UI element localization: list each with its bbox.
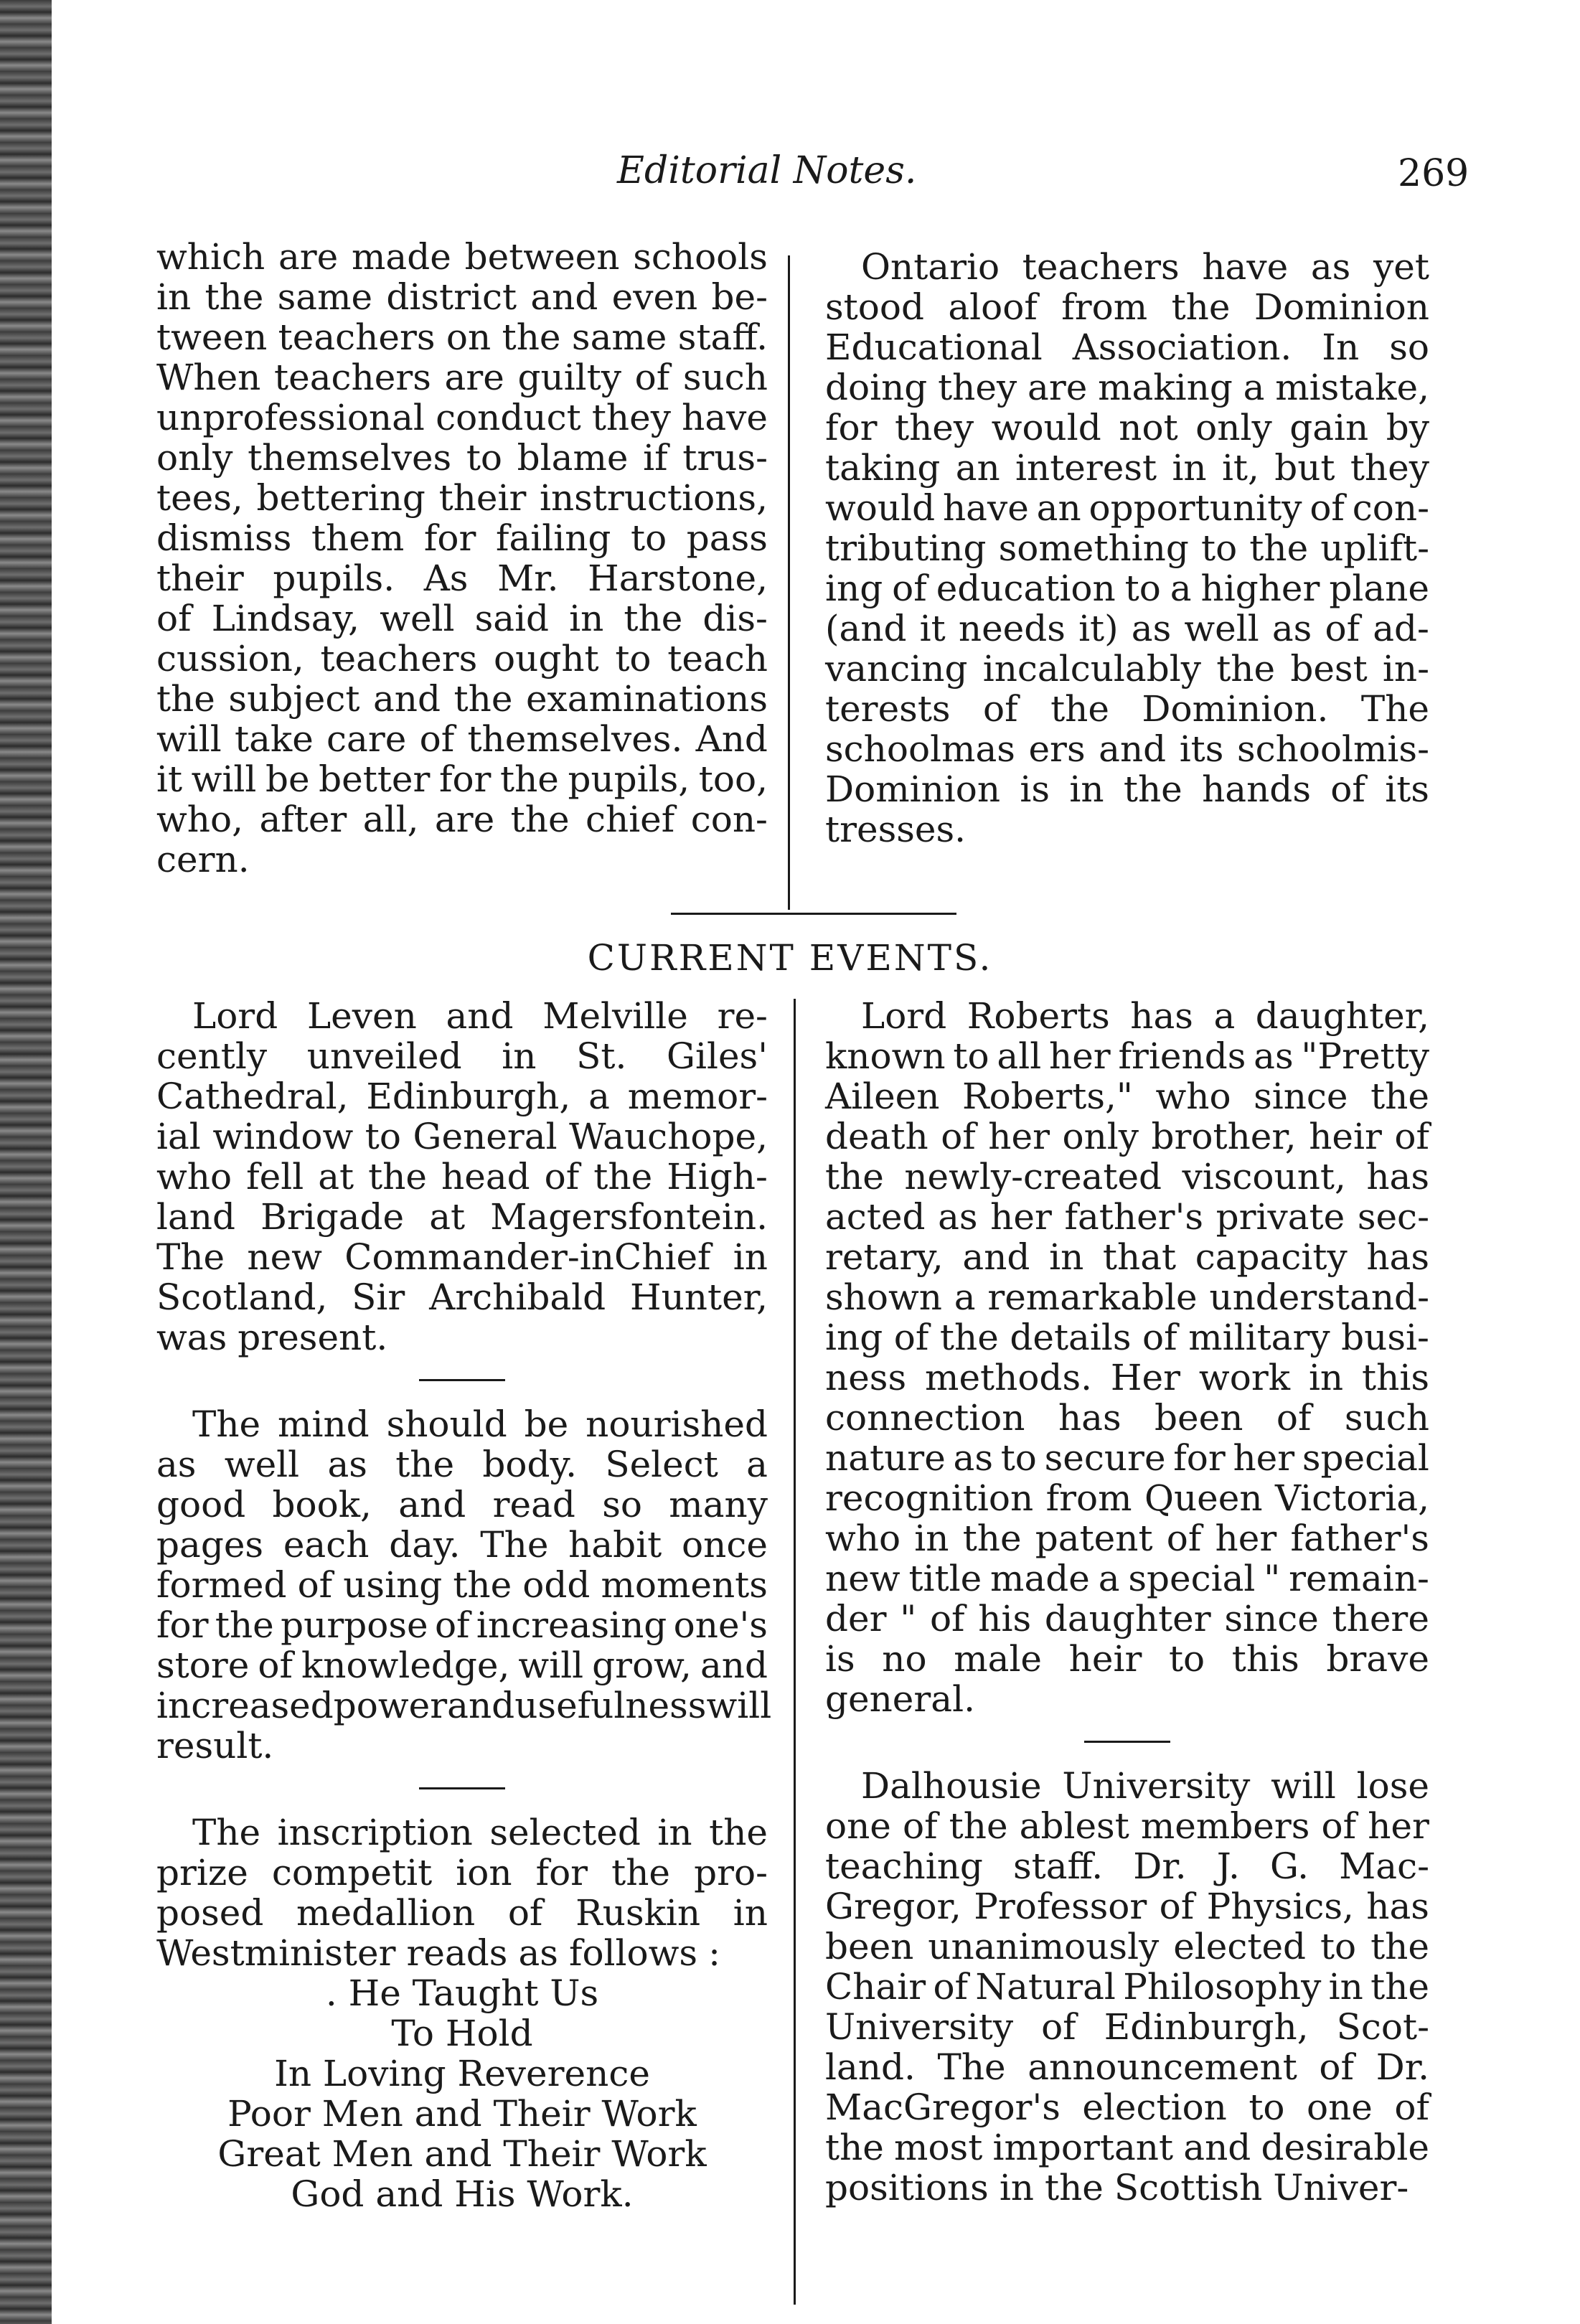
text-line: stood aloof from the Dominion [825, 286, 1429, 328]
verse-line: . He Taught Us [325, 1972, 599, 2014]
text-line: Chair of Natural Philosophy in the [825, 1966, 1429, 2008]
text-line: cently unveiled in St. Giles' [156, 1035, 768, 1077]
text-line: pages each day. The habit once [156, 1524, 768, 1566]
text-line: for they would not only gain by [825, 407, 1429, 448]
text-line: one of the ablest members of her [825, 1805, 1429, 1847]
text-line: University of Edinburgh, Scot- [825, 2006, 1429, 2048]
text-line: tresses. [825, 809, 967, 850]
current-events-column-right [825, 996, 1429, 2208]
book-binding-edge [0, 0, 52, 2324]
text-line: unprofessional conduct they have [156, 397, 768, 438]
item-separator [1084, 1741, 1170, 1743]
paragraph-dalhousie [825, 1766, 1429, 2208]
text-line: result. [156, 1725, 274, 1766]
verse-line: Great Men and Their Work [217, 2133, 707, 2175]
ruskin-verse [156, 1973, 768, 2214]
text-line: terests of the Dominion. The [825, 688, 1429, 730]
text-line: would have an opportunity of con- [825, 487, 1429, 529]
text-line: death of her only brother, heir of [825, 1116, 1429, 1157]
text-line: in the same district and even be- [156, 276, 768, 318]
text-line: increased power and usefulness will [156, 1685, 772, 1726]
text-line: known to all her friends as "Pretty [825, 1035, 1429, 1077]
text-line: Aileen Roberts," who since the [825, 1076, 1429, 1117]
text-line: land. The announcement of Dr. [825, 2046, 1429, 2088]
text-line: tees, bettering their instructions, [156, 477, 768, 519]
section-heading-current-events: CURRENT EVENTS. [587, 937, 993, 979]
verse-line: God and His Work. [291, 2173, 634, 2215]
text-line: The mind should be nourished [192, 1403, 768, 1445]
text-line: land Brigade at Magersfontein. [156, 1196, 768, 1238]
text-line: Cathedral, Edinburgh, a memor- [156, 1076, 768, 1117]
text-line: good book, and read so many [156, 1484, 768, 1525]
text-line: Gregor, Professor of Physics, has [825, 1886, 1429, 1927]
verse-line: In Loving Reverence [274, 2053, 650, 2094]
text-line: the subject and the examinations [156, 678, 768, 720]
text-line: Dominion is in the hands of its [825, 768, 1429, 810]
text-line: formed of using the odd moments [156, 1564, 768, 1606]
page-number: 269 [1398, 152, 1470, 195]
text-line: which are made between schools [156, 236, 768, 278]
text-line: shown a remarkable understand- [825, 1276, 1429, 1318]
text-line: general. [825, 1678, 975, 1720]
paragraph-lord-roberts [825, 996, 1429, 1719]
text-line: only themselves to blame if trus- [156, 437, 768, 479]
text-line: Educational Association. In so [825, 326, 1429, 368]
text-line: Lord Roberts has a daughter, [861, 995, 1429, 1037]
text-line: the most important and desirable [825, 2127, 1429, 2168]
text-line: been unanimously elected to the [825, 1926, 1429, 1967]
paragraph-mind-nourished [156, 1403, 772, 1766]
text-line: ness methods. Her work in this [825, 1357, 1429, 1398]
text-line: der " of his daughter since there [825, 1598, 1429, 1639]
text-line: positions in the Scottish Univer- [825, 2167, 1409, 2208]
text-line: MacGregor's election to one of [825, 2087, 1429, 2128]
text-line: posed medallion of Ruskin in [156, 1892, 768, 1934]
text-line: is no male heir to this brave [825, 1638, 1429, 1680]
text-line: who fell at the head of the High- [156, 1156, 768, 1198]
text-line: for the purpose of increasing one's [156, 1604, 768, 1646]
text-line: teaching staff. Dr. J. G. Mac- [825, 1845, 1429, 1887]
text-line: The inscription selected in the [192, 1812, 768, 1853]
text-line: was present. [156, 1317, 388, 1358]
text-line: dismiss them for failing to pass [156, 517, 768, 559]
text-line: acted as her father's private sec- [825, 1196, 1429, 1238]
text-line: who, after all, are the chief con- [156, 799, 768, 840]
text-line: doing they are making a mistake, [825, 367, 1429, 408]
item-separator [419, 1379, 505, 1381]
text-line: Lord Leven and Melville re- [192, 995, 768, 1037]
text-line: Westminister reads as follows : [156, 1932, 720, 1974]
text-line: schoolmas ers and its schoolmis- [825, 728, 1429, 770]
verse-line: To Hold [391, 2013, 533, 2054]
current-events-column-left [156, 995, 772, 2215]
text-line: tributing something to the uplift- [825, 527, 1429, 569]
paragraph-leven-melville [156, 996, 768, 1358]
text-line: of Lindsay, well said in the dis- [156, 598, 768, 639]
text-line: store of knowledge, will grow, and [156, 1645, 768, 1686]
column-divider-bottom [794, 999, 796, 2305]
text-line: (and it needs it) as well as of ad- [825, 608, 1429, 649]
paragraph-ruskin-inscription [156, 1812, 768, 1973]
section-rule [671, 913, 956, 915]
text-line: prize competit ion for the pro- [156, 1852, 768, 1893]
text-line: Ontario teachers have as yet [861, 246, 1429, 288]
text-line: taking an interest in it, but they [825, 447, 1429, 489]
text-line: it will be better for the pupils, too, [156, 758, 768, 800]
running-header: Editorial Notes. [617, 149, 917, 192]
text-line: who in the patent of her father's [825, 1518, 1429, 1559]
text-line: The new Commander-inChief in [156, 1236, 768, 1278]
text-line: cern. [156, 839, 250, 880]
text-line: tween teachers on the same staff. [156, 316, 768, 358]
column-divider-top [788, 255, 790, 910]
item-separator [419, 1787, 505, 1789]
text-line: Dalhousie University will lose [861, 1765, 1429, 1807]
text-line: new title made a special " remain- [825, 1558, 1429, 1599]
text-line: will take care of themselves. And [156, 718, 768, 760]
text-line: When teachers are guilty of such [156, 357, 768, 398]
editorial-column-left [156, 237, 768, 880]
text-line: vancing incalculably the best in- [825, 648, 1429, 690]
text-line: their pupils. As Mr. Harstone, [156, 558, 768, 599]
text-line: Scotland, Sir Archibald Hunter, [156, 1276, 768, 1318]
text-line: retary, and in that capacity has [825, 1236, 1429, 1278]
text-line: ial window to General Wauchope, [156, 1116, 768, 1157]
text-line: ing of education to a higher plane [825, 568, 1429, 609]
text-line: the newly-created viscount, has [825, 1156, 1429, 1198]
text-line: connection has been of such [825, 1397, 1429, 1439]
text-line: nature as to secure for her special [825, 1437, 1429, 1479]
editorial-column-right [825, 247, 1429, 850]
text-line: cussion, teachers ought to teach [156, 638, 768, 679]
text-line: as well as the body. Select a [156, 1444, 768, 1485]
text-line: ing of the details of military busi- [825, 1317, 1429, 1358]
verse-line: Poor Men and Their Work [227, 2093, 697, 2135]
text-line: recognition from Queen Victoria, [825, 1477, 1429, 1519]
